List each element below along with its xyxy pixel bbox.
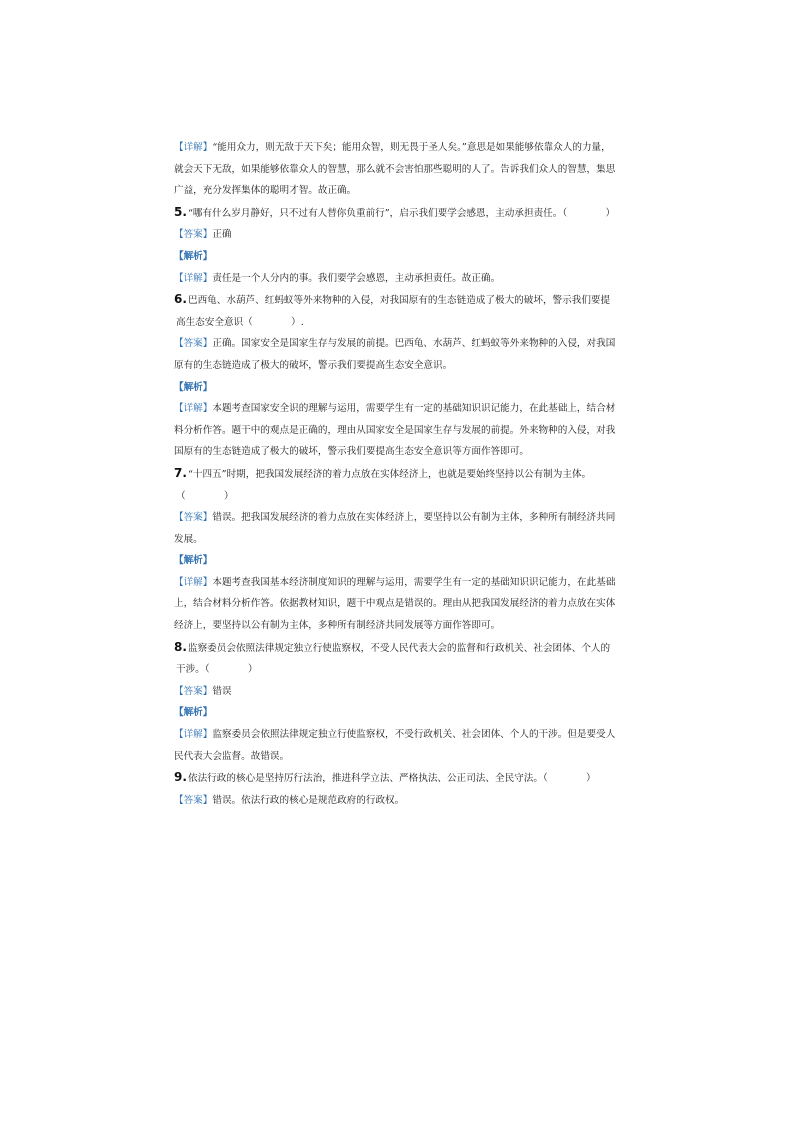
detail-line <box>174 159 628 181</box>
detail-text: 经济上，要坚持以公有制为主体，多种所有制经济共同发展等方面作答即可。 <box>174 620 501 632</box>
detail-tag: 【详解】 <box>174 142 213 153</box>
detail-text: 国原有的生态链造成了极大的破坏，警示我们要提高生态安全意识等方面作答即可。 <box>174 446 529 458</box>
detail-line <box>174 615 628 637</box>
answer-text: 原有的生态链造成了极大的破坏，警示我们要提高生态安全意识。 <box>174 359 453 371</box>
detail-text: 民代表大会监督。故错误。 <box>174 750 290 762</box>
answer-line <box>174 681 628 703</box>
detail-text: “能用众力，则无敌于天下矣；能用众智，则无畏于圣人矣。”意思是如果能够依靠众人的力量， <box>212 142 611 153</box>
detail-text: 料分析作答。题干中的观点是正确的，理由从国家安全是国家生存与发展的前提。外来物种的入侵，对我 <box>174 424 616 436</box>
detail-line <box>174 441 628 463</box>
answer-tag: 【答案】 <box>174 229 213 241</box>
detail-line <box>174 572 628 594</box>
answer-text: 发展。 <box>174 533 203 545</box>
question-line <box>174 486 628 508</box>
question-line <box>174 767 628 790</box>
answer-tag: 【答案】 <box>174 794 213 806</box>
detail-text: 上，结合材料分析作答。依据教材知识，题干中观点是错误的。理由从把我国发展经济的着力点放在实体 <box>174 598 616 610</box>
analysis-heading <box>174 246 628 268</box>
answer-text: 正确。国家安全是国家生存与发展的前提。巴西龟、水葫芦、红蚂蚁等外来物种的入侵，对我国 <box>212 338 616 350</box>
detail-text: 本题考查我国基本经济制度知识的理解与运用，需要学生有一定的基础知识识记能力，在此基础 <box>212 576 616 588</box>
question-number: 8. <box>174 639 187 654</box>
detail-tag: 【详解】 <box>174 272 213 284</box>
question-number: 7. <box>174 465 187 480</box>
detail-line <box>174 398 628 420</box>
detail-text: 责任是一个人分内的事。我们要学会感恩，主动承担责任。故正确。 <box>212 272 501 284</box>
question-line <box>174 202 628 225</box>
detail-line <box>174 724 628 746</box>
answer-tag: 【答案】 <box>174 512 213 524</box>
analysis-tag: 【解析】 <box>174 555 213 567</box>
detail-line <box>174 420 628 442</box>
answer-line <box>174 790 628 812</box>
question-line <box>174 312 628 334</box>
detail-line <box>174 180 628 202</box>
answer-text: 错误。把我国发展经济的着力点放在实体经济上，要坚持以公有制为主体，多种所有制经济共同 <box>212 512 616 524</box>
answer-tag: 【答案】 <box>174 338 213 350</box>
question-text: “哪有什么岁月静好，只不过有人替你负重前行”，启示我们要学会感恩，主动承担责任。（ ） <box>188 207 616 219</box>
answer-text: 错误。依法行政的核心是规范政府的行政权。 <box>212 794 405 806</box>
analysis-heading <box>174 377 628 399</box>
answer-text: 正确 <box>212 229 232 241</box>
question-number: 6. <box>174 292 187 307</box>
question-number: 9. <box>174 770 187 785</box>
answer-text: 错误 <box>212 685 232 697</box>
answer-line <box>174 529 628 551</box>
answer-line <box>174 224 628 246</box>
detail-line <box>174 746 628 768</box>
detail-text: 本题考查国家安全识的理解与运用，需要学生有一定的基础知识识记能力，在此基础上，结合材 <box>212 403 616 415</box>
analysis-tag: 【解析】 <box>174 381 213 393</box>
question-text: 干涉。（ ） <box>176 664 258 676</box>
document-body <box>174 137 628 811</box>
question-line <box>174 637 628 660</box>
question-text: 巴西龟、水葫芦、红蚂蚁等外来物种的入侵，对我国原有的生态链造成了极大的破坏，警示我们要提 <box>188 295 611 307</box>
detail-line <box>174 593 628 615</box>
detail-text: 就会天下无敌，如果能够依靠众人的智慧，那么就不会害怕那些聪明的人了。告诉我们众人的智慧，集思 <box>174 163 616 175</box>
question-text: （ ） <box>176 490 234 502</box>
answer-line <box>174 355 628 377</box>
detail-tag: 【详解】 <box>174 729 213 741</box>
detail-line <box>174 268 628 290</box>
question-line <box>174 659 628 681</box>
answer-tag: 【答案】 <box>174 685 213 697</box>
analysis-tag: 【解析】 <box>174 250 213 262</box>
question-text: 高生态安全意识（ ）. <box>176 316 304 328</box>
answer-line <box>174 333 628 355</box>
question-line <box>174 289 628 312</box>
detail-text: 广益，充分发挥集体的聪明才智。故正确。 <box>174 185 357 197</box>
analysis-heading <box>174 550 628 572</box>
question-text: “十四五”时期，把我国发展经济的着力点放在实体经济上，也就是要始终坚持以公有制为主体。 <box>188 468 592 480</box>
detail-text: 监察委员会依照法律规定独立行使监察权，不受行政机关、社会团体、个人的干涉。但是要受人 <box>212 729 616 741</box>
answer-line <box>174 507 628 529</box>
question-text: 监察委员会依照法律规定独立行使监察权，不受人民代表大会的监督和行政机关、社会团体、个人的 <box>188 642 611 654</box>
question-text: 依法行政的核心是坚持厉行法治，推进科学立法、严格执法、公正司法、全民守法。（ ） <box>188 773 596 785</box>
detail-tag: 【详解】 <box>174 576 213 588</box>
analysis-tag: 【解析】 <box>174 707 213 719</box>
detail-line <box>174 137 628 159</box>
question-number: 5. <box>174 204 187 219</box>
analysis-heading <box>174 702 628 724</box>
question-line <box>174 463 628 486</box>
detail-tag: 【详解】 <box>174 403 213 415</box>
